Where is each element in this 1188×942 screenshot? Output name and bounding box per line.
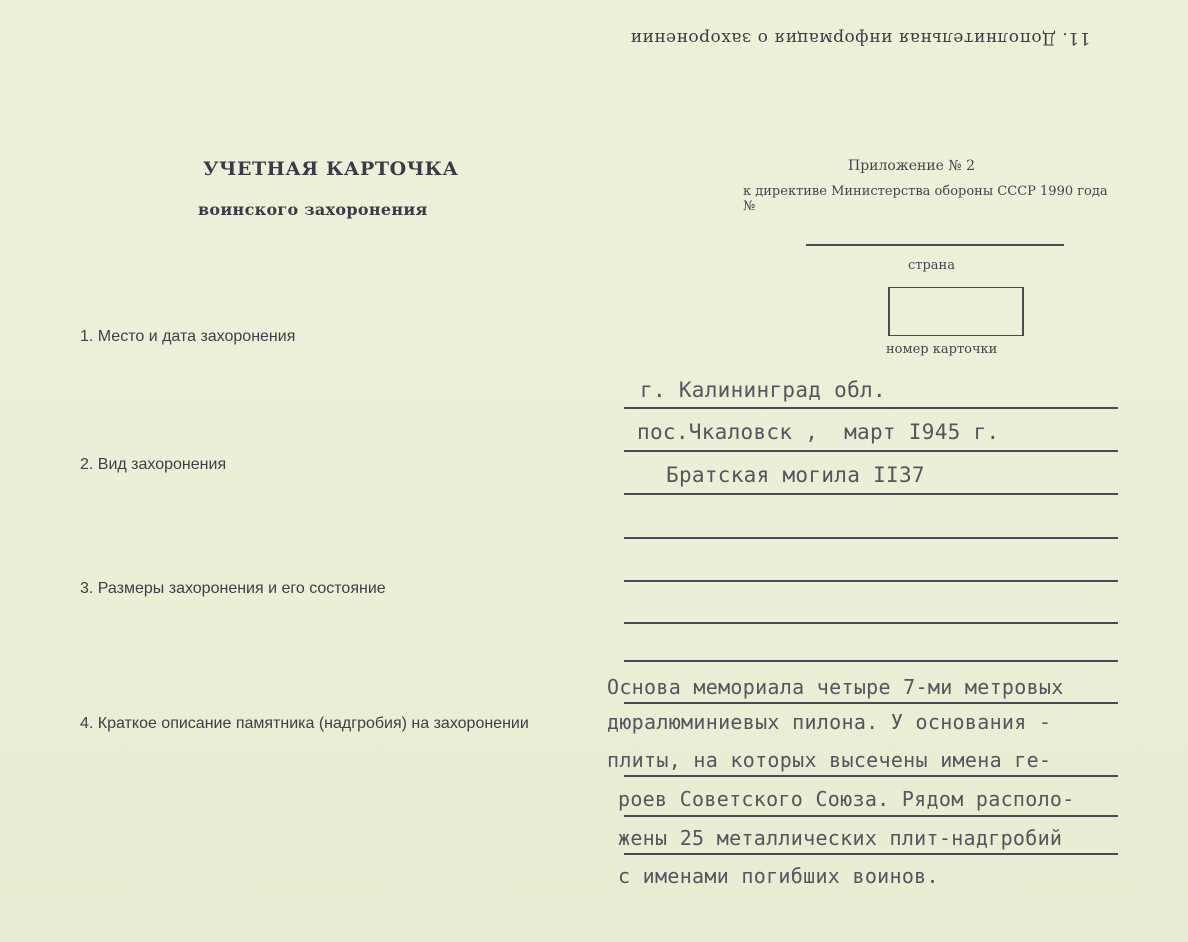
entry-line	[624, 450, 1118, 452]
directive-note: к директиве Министерства обороны СССР 1990 года №	[743, 184, 1108, 214]
field-label-dimensions: 3. Размеры захоронения и его состояние	[80, 580, 386, 597]
description-line-6: с именами погибших воинов.	[618, 864, 939, 888]
entry-place-line-2: пос.Чкаловск , март I945 г.	[637, 420, 1000, 444]
country-line	[806, 244, 1064, 246]
card-subtitle: воинского захоронения	[198, 200, 428, 219]
additional-info-heading-upside-down: 11. Дополнительная информация о захоронении	[630, 28, 1091, 48]
entry-line	[624, 702, 1118, 704]
entry-line	[624, 660, 1118, 662]
entry-line	[624, 580, 1118, 582]
entry-line	[624, 493, 1118, 495]
entry-line	[624, 815, 1118, 817]
entry-line	[624, 407, 1118, 409]
field-label-monument: 4. Краткое описание памятника (надгробия) на захоронении	[80, 715, 529, 732]
field-label-burial-type: 2. Вид захоронения	[80, 456, 227, 473]
description-line-2: дюралюминиевых пилона. У основания -	[607, 710, 1052, 734]
entry-line	[624, 775, 1118, 777]
description-line-1: Основа мемориала четыре 7-ми метровых	[607, 675, 1064, 699]
entry-line	[624, 537, 1118, 539]
entry-place-line-1: г. Калининград обл.	[640, 378, 886, 402]
field-label-place-date: 1. Место и дата захоронения	[80, 328, 296, 345]
country-label: страна	[908, 258, 955, 273]
card-number-label: номер карточки	[886, 342, 998, 357]
card-number-box	[888, 287, 1024, 336]
entry-line	[624, 622, 1118, 624]
entry-line	[624, 853, 1118, 855]
card-title: УЧЕТНАЯ КАРТОЧКА	[203, 158, 459, 180]
description-line-3: плиты, на которых высечены имена ге-	[607, 748, 1052, 772]
entry-burial-type: Братская могила II37	[666, 463, 925, 487]
description-line-5: жены 25 металлических плит-надгробий	[618, 826, 1063, 850]
appendix-label: Приложение № 2	[848, 158, 975, 174]
description-line-4: роев Советского Союза. Рядом располо-	[618, 787, 1075, 811]
